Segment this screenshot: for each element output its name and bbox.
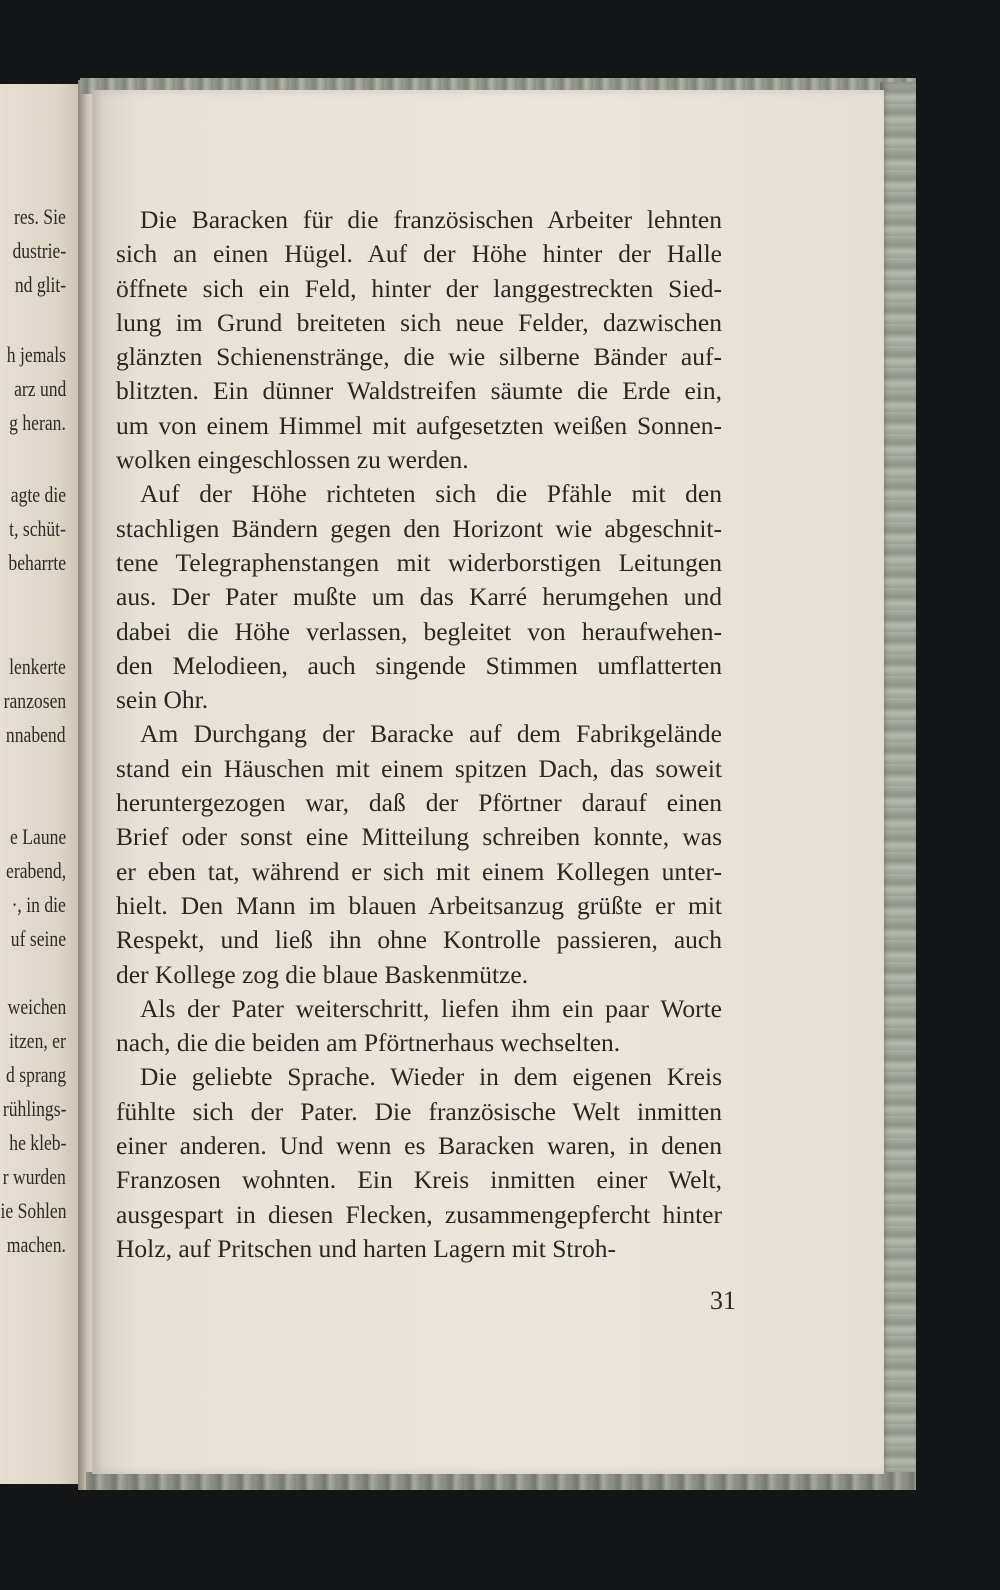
left-page-fragment: t, schüt- [9, 516, 66, 541]
paragraph [116, 1060, 722, 1266]
paragraph [116, 992, 722, 1061]
left-page-fragment: agte die [10, 482, 66, 507]
text-line: der Kollege zog die blaue Baskenmütze. [116, 959, 529, 989]
text-line: Am Durchgang der Baracke auf dem Fabrikgelände [140, 719, 722, 749]
left-page-fragment: dustrie- [12, 238, 66, 263]
text-line: ausgespart in diesen Flecken, zusammengepfercht hinter [116, 1199, 722, 1229]
text-line: einer anderen. Und wenn es Baracken waren, in denen [116, 1131, 722, 1161]
left-page-fragment: uf seine [10, 926, 66, 951]
text-line: wolken eingeschlossen zu werden. [116, 445, 469, 475]
right-page [92, 90, 884, 1474]
left-page-fragment: nnabend [6, 722, 66, 747]
left-page-fragment: d sprang [5, 1062, 66, 1087]
text-line: um von einem Himmel mit aufgesetzten weißen Sonnen- [116, 410, 722, 440]
left-page-fragment: r wurden [2, 1164, 66, 1189]
left-page-fragment: weichen [7, 994, 66, 1019]
book-bottom-edge [86, 1472, 916, 1490]
text-line: Die geliebte Sprache. Wieder in dem eigenen Kreis [140, 1062, 722, 1092]
text-line: Respekt, und ließ ihn ohne Kontrolle passieren, auch [116, 925, 722, 955]
text-line: heruntergezogen war, daß der Pförtner darauf einen [116, 788, 722, 818]
text-line: nach, die die beiden am Pförtnerhaus wechselten. [116, 1028, 621, 1058]
body-text [116, 203, 722, 1266]
paragraph [116, 203, 722, 477]
text-line: blitzten. Ein dünner Waldstreifen säumte die Erde ein, [116, 376, 722, 406]
paragraph [116, 477, 722, 717]
text-line: stachligen Bändern gegen den Horizont wie abgeschnit- [116, 513, 722, 543]
book-cover-edge [880, 82, 916, 1482]
left-page-fragment: rühlings- [2, 1096, 66, 1121]
left-page-fragment: e Laune [9, 824, 66, 849]
left-page-fragment: ie Sohlen [0, 1198, 66, 1223]
text-line: fühlte sich der Pater. Die französische Welt inmitten [116, 1096, 722, 1126]
text-line: tene Telegraphenstangen mit widerborstigen Leitungen [116, 547, 722, 577]
text-line: lung im Grund breiteten sich neue Felder, dazwischen [116, 307, 722, 337]
left-page-fragment: ranzosen [3, 688, 66, 713]
text-line: er eben tat, während er sich mit einem Kollegen unter- [116, 856, 722, 886]
left-page-fragment: ·, in die [11, 892, 66, 917]
text-line: stand ein Häuschen mit einem spitzen Dach, das soweit [116, 753, 722, 783]
text-line: sein Ohr. [116, 685, 209, 715]
text-line: öffnete sich ein Feld, hinter der langgestreckten Sied- [116, 273, 722, 303]
page-number: 31 [710, 1286, 736, 1315]
left-page-fragment: erabend, [5, 858, 66, 883]
text-line: aus. Der Pater mußte um das Karré herumgehen und [116, 582, 722, 612]
text-line: glänzten Schienenstränge, die wie silberne Bänder auf- [116, 342, 722, 372]
left-page-fragment: machen. [6, 1232, 66, 1257]
left-page [0, 84, 84, 1484]
paragraph [116, 717, 722, 991]
left-page-fragment: he kleb- [8, 1130, 66, 1155]
left-page-fragment: res. Sie [14, 204, 66, 229]
text-line: sich an einen Hügel. Auf der Höhe hinter der Halle [116, 239, 722, 269]
text-line: Holz, auf Pritschen und harten Lagern mit Stroh- [116, 1233, 616, 1263]
left-page-fragment: h jemals [6, 342, 66, 367]
text-line: hielt. Den Mann im blauen Arbeitsanzug grüßte er mit [116, 890, 722, 920]
text-line: Franzosen wohnten. Ein Kreis inmitten einer Welt, [116, 1165, 722, 1195]
text-line: den Melodieen, auch singende Stimmen umflatterten [116, 650, 722, 680]
text-line: Die Baracken für die französischen Arbeiter lehnten [140, 205, 722, 234]
left-page-fragment: itzen, er [9, 1028, 66, 1053]
text-line: Auf der Höhe richteten sich die Pfähle mit den [140, 479, 722, 509]
text-line: dabei die Höhe verlassen, begleitet von heraufwehen- [116, 616, 722, 646]
text-line: Brief oder sonst eine Mitteilung schreiben konnte, was [116, 822, 722, 852]
left-page-fragment: beharrte [8, 550, 66, 575]
left-page-fragment: nd glit- [14, 272, 66, 297]
left-page-fragment: g heran. [9, 410, 66, 435]
left-page-fragment: arz und [13, 376, 66, 401]
text-line: Als der Pater weiterschritt, liefen ihm ein paar Worte [140, 993, 722, 1023]
left-page-fragment: lenkerte [9, 654, 66, 679]
